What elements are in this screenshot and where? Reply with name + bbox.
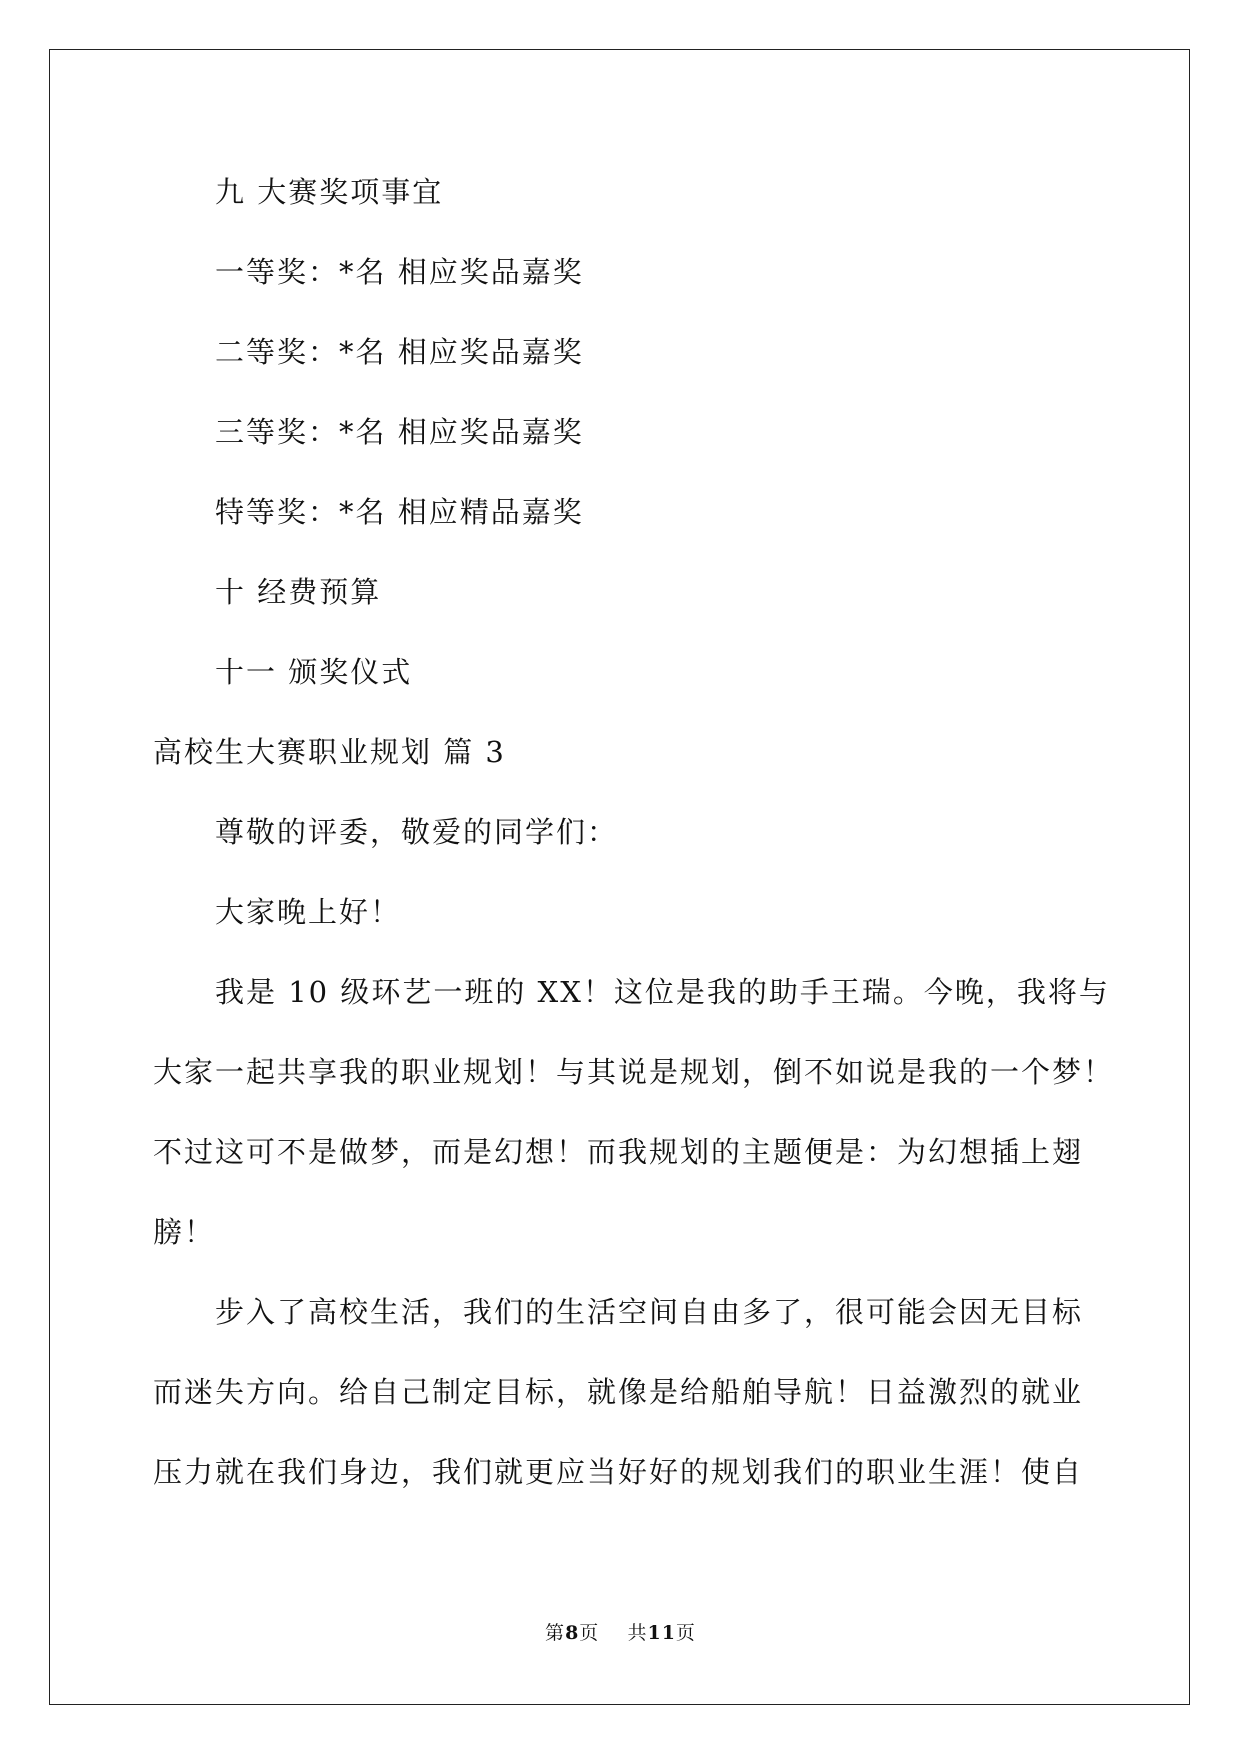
total-page-count: 11 [647,1622,676,1644]
paragraph-line: 不过这可不是做梦，而是幻想！而我规划的主题便是：为幻想插上翅 [153,1135,1084,1169]
award-third-prize: 三等奖：*名 相应奖品嘉奖 [215,415,584,449]
section-heading-awards: 九 大赛奖项事宜 [215,175,444,209]
section-heading-budget: 十 经费预算 [215,575,382,609]
salutation: 尊敬的评委，敬爱的同学们： [215,815,619,849]
paragraph-line: 压力就在我们身边，我们就更应当好好的规划我们的职业生涯！使自 [153,1455,1084,1489]
footer-middle: 页 共 [579,1622,648,1644]
award-special-prize: 特等奖：*名 相应精品嘉奖 [215,495,584,529]
footer-suffix: 页 [675,1622,696,1644]
paragraph-line: 大家一起共享我的职业规划！与其说是规划，倒不如说是我的一个梦！ [153,1055,1115,1089]
award-second-prize: 二等奖：*名 相应奖品嘉奖 [215,335,584,369]
article-title: 高校生大赛职业规划 篇 3 [153,735,506,769]
paragraph-line: 膀！ [153,1215,216,1249]
footer-prefix: 第 [545,1622,566,1644]
section-heading-ceremony: 十一 颁奖仪式 [215,655,413,689]
paragraph-line: 我是 10 级环艺一班的 XX！这位是我的助手王瑞。今晚，我将与 [215,975,1110,1009]
page-footer [0,1618,1241,1645]
current-page-number: 8 [565,1622,580,1644]
paragraph-line: 而迷失方向。给自己制定目标，就像是给船舶导航！日益激烈的就业 [153,1375,1084,1409]
greeting: 大家晚上好！ [215,895,402,929]
award-first-prize: 一等奖：*名 相应奖品嘉奖 [215,255,584,289]
paragraph-line: 步入了高校生活，我们的生活空间自由多了，很可能会因无目标 [215,1295,1084,1329]
